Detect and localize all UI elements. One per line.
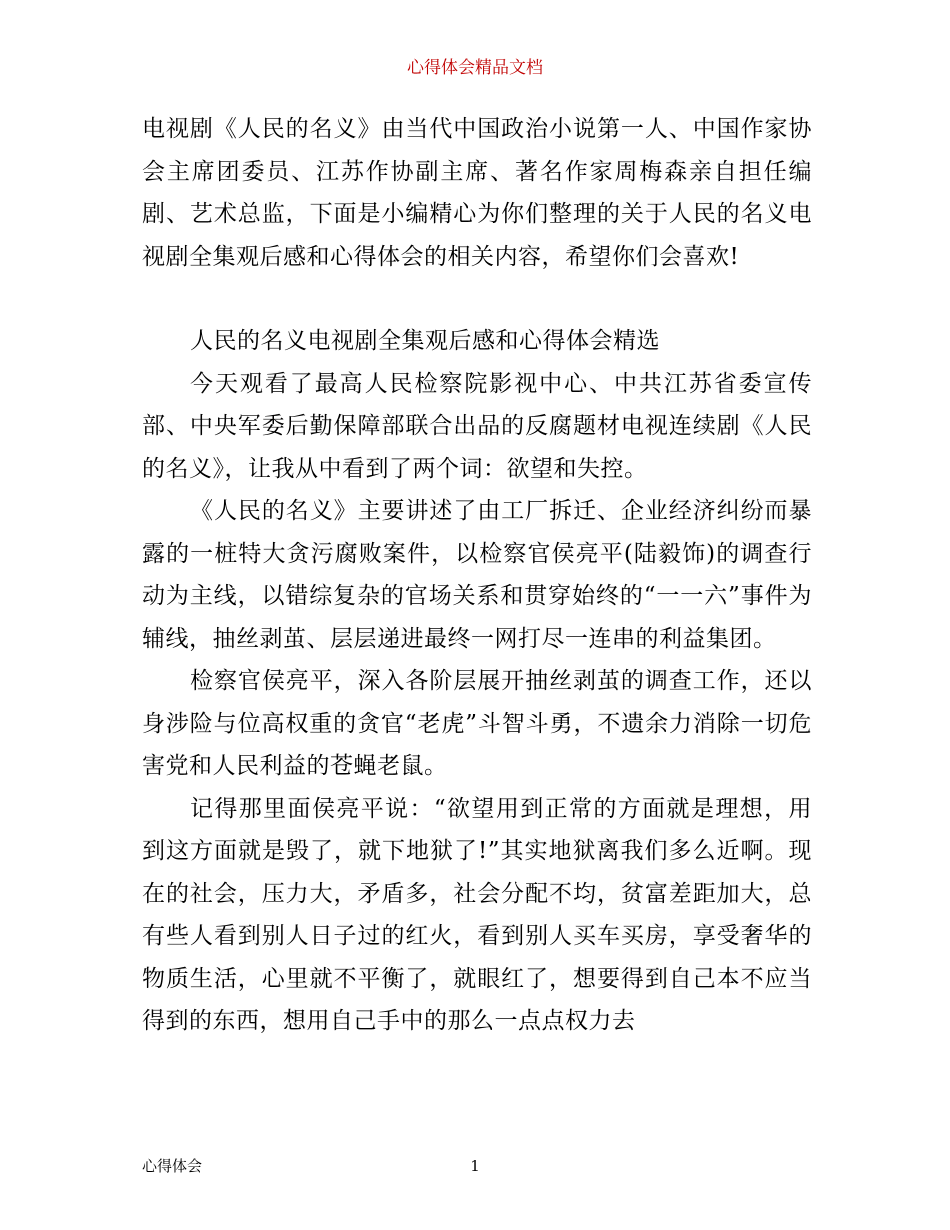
intro-paragraph: 电视剧《人民的名义》由当代中国政治小说第一人、中国作家协会主席团委员、江苏作协副主席、著名作家周梅森亲自担任编剧、艺术总监，下面是小编精心为你们整理的关于人民的名义电视剧全集观后感和心得体会的相关内容，希望你们会喜欢! [142, 116, 812, 270]
body-paragraph: 记得那里面侯亮平说：“欲望用到正常的方面就是理想，用到这方面就是毁了，就下地狱了!”其实地狱离我们多么近啊。现在的社会，压力大，矛盾多，社会分配不均，贫富差距加大，总有些人看到别人日子过的红火，看到别人买车买房，享受奢华的物质生活，心里就不平衡了，就眼红了，想要得到自己本不应当得到的东西，想用自己手中的那么一点点权力去 [142, 795, 812, 1034]
footer-label: 心得体会 [142, 1157, 203, 1175]
document-body [142, 108, 812, 1043]
page-number: 1 [470, 1157, 480, 1175]
paragraph-spacer [142, 278, 812, 320]
body-paragraph: 《人民的名义》主要讲述了由工厂拆迁、企业经济纠纷而暴露的一桩特大贪污腐败案件，以检察官侯亮平(陆毅饰)的调查行动为主线，以错综复杂的官场关系和贯穿始终的“一一六”事件为辅线，抽丝剥茧、层层递进最终一网打尽一连串的利益集团。 [142, 498, 812, 652]
section-title: 人民的名义电视剧全集观后感和心得体会精选 [190, 328, 660, 354]
page-header-title: 心得体会精品文档 [407, 58, 543, 78]
body-paragraph: 检察官侯亮平，深入各阶层展开抽丝剥茧的调查工作，还以身涉险与位高权重的贪官“老虎”斗智斗勇，不遗余力消除一切危害党和人民利益的苍蝇老鼠。 [142, 668, 812, 779]
body-paragraph: 今天观看了最高人民检察院影视中心、中共江苏省委宣传部、中央军委后勤保障部联合出品的反腐题材电视连续剧《人民的名义》，让我从中看到了两个词：欲望和失控。 [142, 370, 812, 482]
